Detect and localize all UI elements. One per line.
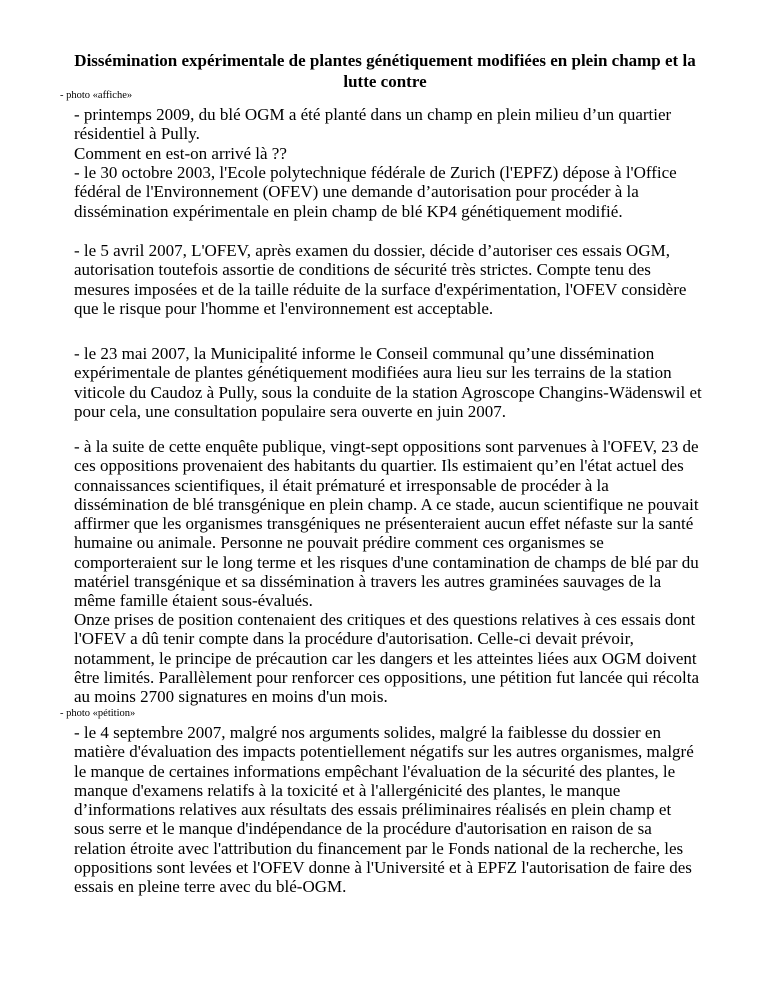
paragraph-septembre-2007: - le 4 septembre 2007, malgré nos arguments solides, malgré la faiblesse du dossier en matière d'évaluation des impacts potentiellement négatifs sur les autres organismes, malgré le manque de certaines informations empêchant l'évaluation de la sécurité des plantes, le manque d'examens relatifs à la toxicité et à l'allergénicité des plantes, le manque d’informations relatives aux résultats des essais préliminaires réalisés en plein champ et sous serre et le manque d'indépendance de la procédure d'autorisation en raison de sa relation étroite avec l'attribution du financement par le Fonds national de la recherche, les oppositions sont levées et l'OFEV donne à l'Université et à EPFZ l'autorisation de faire des essais en pleine terre avec du blé-OGM.: [74, 723, 694, 897]
paragraph-mai-2007: - le 23 mai 2007, la Municipalité informe le Conseil communal qu’une dissémination expérimentale de plantes génétiquement modifiées aura lieu sur les terrains de la station viticole du Caudoz à Pully, sous la conduite de la station Agroscope Changins-Wädenswil et pour cela, une consultation populaire sera ouverte en juin 2007.: [74, 344, 702, 421]
photo-caption-petition: - photo «pétition»: [60, 708, 136, 719]
paragraph-prises-de-position: Onze prises de position contenaient des critiques et des questions relatives à ces essais dont l'OFEV a dû tenir compte dans la procédure d'autorisation. Celle-ci devait prévoir, notamment, le principe de précaution car les dangers et les atteintes liées aux OGM doivent être limités. Parallèlement pour renforcer ces oppositions, une pétition fut lancée qui récolta au moins 2700 signatures en moins d'un mois.: [74, 610, 699, 707]
paragraph-question: Comment en est-on arrivé là ??: [74, 144, 287, 163]
paragraph-printemps-2009: - printemps 2009, du blé OGM a été planté dans un champ en plein milieu d’un quartier résidentiel à Pully.: [74, 105, 672, 144]
paragraph-enquete-publique: - à la suite de cette enquête publique, vingt-sept oppositions sont parvenues à l'OFEV, 23 de ces oppositions provenaient des habitants du quartier. Ils estimaient qu’en l'état actuel des connaissances scientifiques, il était prématuré et irresponsable de procéder à la dissémination de blé transgénique en plein champ. A ce stade, aucun scientifique ne pouvait affirmer que les organismes transgéniques ne présenteraient aucun effet néfaste sur la santé humaine ou animale. Personne ne pouvait prédire comment ces organismes se comporteraient sur le long terme et les risques d'une contamination de champs de blé par du matériel transgénique et sa dissémination à travers les autres graminées sauvages de la même famille étaient sous-évalués.: [74, 437, 699, 611]
photo-caption-affiche: - photo «affiche»: [60, 90, 133, 101]
document-title: Dissémination expérimentale de plantes génétiquement modifiées en plein champ et la lutte contre: [74, 51, 696, 91]
paragraph-octobre-2003: - le 30 octobre 2003, l'Ecole polytechnique fédérale de Zurich (l'EPFZ) dépose à l'Office fédéral de l'Environnement (OFEV) une demande d’autorisation pour procéder à la dissémination expérimentale en plein champ de blé KP4 génétiquement modifié.: [74, 163, 677, 221]
paragraph-avril-2007: - le 5 avril 2007, L'OFEV, après examen du dossier, décide d’autoriser ces essais OGM, autorisation toutefois assortie de conditions de sécurité très strictes. Compte tenu des mesures imposées et de la taille réduite de la surface d'expérimentation, l'OFEV considère que le risque pour l'homme et l'environnement est acceptable.: [74, 241, 687, 318]
